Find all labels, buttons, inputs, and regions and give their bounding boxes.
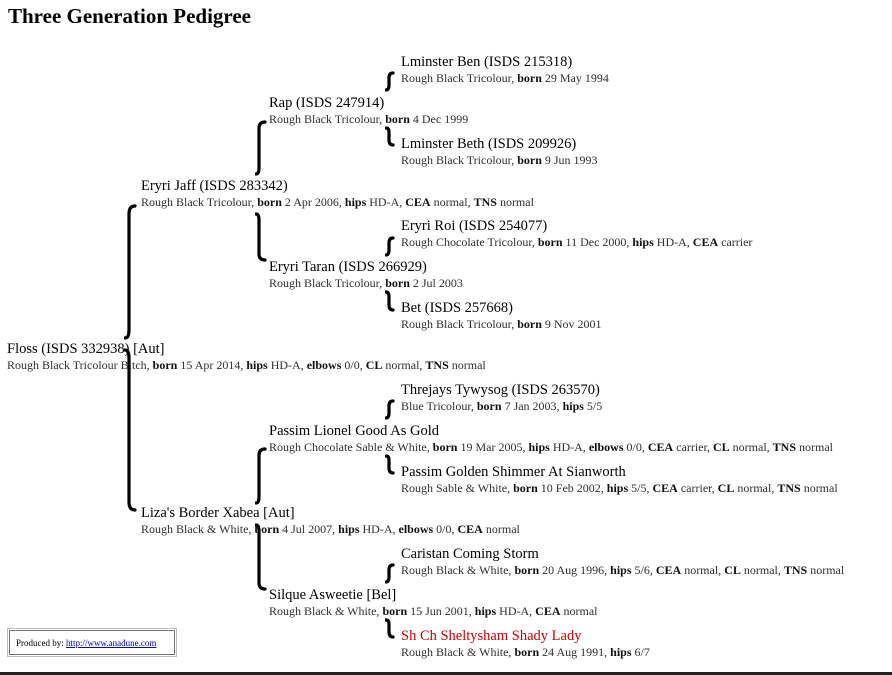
dog-details: Rough Black Tricolour, born 29 May 1994 xyxy=(401,71,609,85)
dog-name-champion: Sh Ch Sheltysham Shady Lady xyxy=(401,628,582,644)
dog-dam-sire xyxy=(269,422,833,455)
producer-credit xyxy=(9,630,175,655)
dog-details: Rough Black Tricolour, born 9 Jun 1993 xyxy=(401,153,598,167)
dog-ds-dam xyxy=(401,463,838,496)
dog-sire xyxy=(141,177,534,210)
dog-details: Rough Black Tricolour, born 2 Apr 2006, hips HD-A, CEA normal, TNS normal xyxy=(141,195,534,209)
dog-details: Rough Black Tricolour Bitch, born 15 Apr 2014, hips HD-A, elbows 0/0, CL normal, TNS normal xyxy=(7,358,486,372)
dog-name: Passim Lionel Good As Gold xyxy=(269,423,439,439)
producer-label: Produced by: xyxy=(16,638,64,648)
dog-name: Caristan Coming Storm xyxy=(401,546,539,562)
dog-sire-dam xyxy=(269,258,463,291)
dog-details: Rough Black & White, born 15 Jun 2001, hips HD-A, CEA normal xyxy=(269,604,598,618)
dog-dd-dam xyxy=(401,627,650,660)
dog-name: Silque Asweetie [Bel] xyxy=(269,587,397,603)
dog-name: Eryri Jaff (ISDS 283342) xyxy=(141,178,288,194)
dog-dam-dam xyxy=(269,586,598,619)
dog-subject xyxy=(7,340,486,373)
page-title: Three Generation Pedigree xyxy=(8,4,251,28)
producer-link[interactable]: http://www.anadune.com xyxy=(66,638,157,648)
dog-details: Rough Black & White, born 24 Aug 1991, hips 6/7 xyxy=(401,645,650,659)
dog-name: Lminster Beth (ISDS 209926) xyxy=(401,136,577,152)
dog-name: Floss (ISDS 332938) [Aut] xyxy=(7,341,165,357)
dog-name: Rap (ISDS 247914) xyxy=(269,95,385,111)
dog-details: Rough Chocolate Tricolour, born 11 Dec 2000, hips HD-A, CEA carrier xyxy=(401,235,753,249)
dog-dd-sire xyxy=(401,545,844,578)
dog-name: Bet (ISDS 257668) xyxy=(401,300,513,316)
dog-details: Rough Sable & White, born 10 Feb 2002, hips 5/5, CEA carrier, CL normal, TNS normal xyxy=(401,481,838,495)
dog-sire-sire xyxy=(269,94,468,127)
dog-ds-sire xyxy=(401,381,602,414)
dog-details: Rough Chocolate Sable & White, born 19 Mar 2005, hips HD-A, elbows 0/0, CEA carrier, CL normal, TNS normal xyxy=(269,440,834,454)
dog-sd-dam xyxy=(401,299,602,332)
dog-name: Liza's Border Xabea [Aut] xyxy=(141,505,295,521)
dog-name: Threjays Tywysog (ISDS 263570) xyxy=(401,382,600,398)
dog-name: Lminster Ben (ISDS 215318) xyxy=(401,54,573,70)
dog-ss-dam xyxy=(401,135,598,168)
dog-sd-sire xyxy=(401,217,752,250)
dog-dam xyxy=(141,504,520,537)
dog-name: Eryri Roi (ISDS 254077) xyxy=(401,218,548,234)
dog-details: Rough Black Tricolour, born 9 Nov 2001 xyxy=(401,317,602,331)
dog-details: Rough Black Tricolour, born 2 Jul 2003 xyxy=(269,276,463,290)
dog-details: Rough Black Tricolour, born 4 Dec 1999 xyxy=(269,112,469,126)
dog-details: Rough Black & White, born 4 Jul 2007, hips HD-A, elbows 0/0, CEA normal xyxy=(141,522,520,536)
dog-name: Eryri Taran (ISDS 266929) xyxy=(269,259,427,275)
dog-details: Blue Tricolour, born 7 Jan 2003, hips 5/5 xyxy=(401,399,603,413)
dog-ss-sire xyxy=(401,53,609,86)
dog-details: Rough Black & White, born 20 Aug 1996, hips 5/6, CEA normal, CL normal, TNS normal xyxy=(401,563,845,577)
dog-name: Passim Golden Shimmer At Sianworth xyxy=(401,464,626,480)
